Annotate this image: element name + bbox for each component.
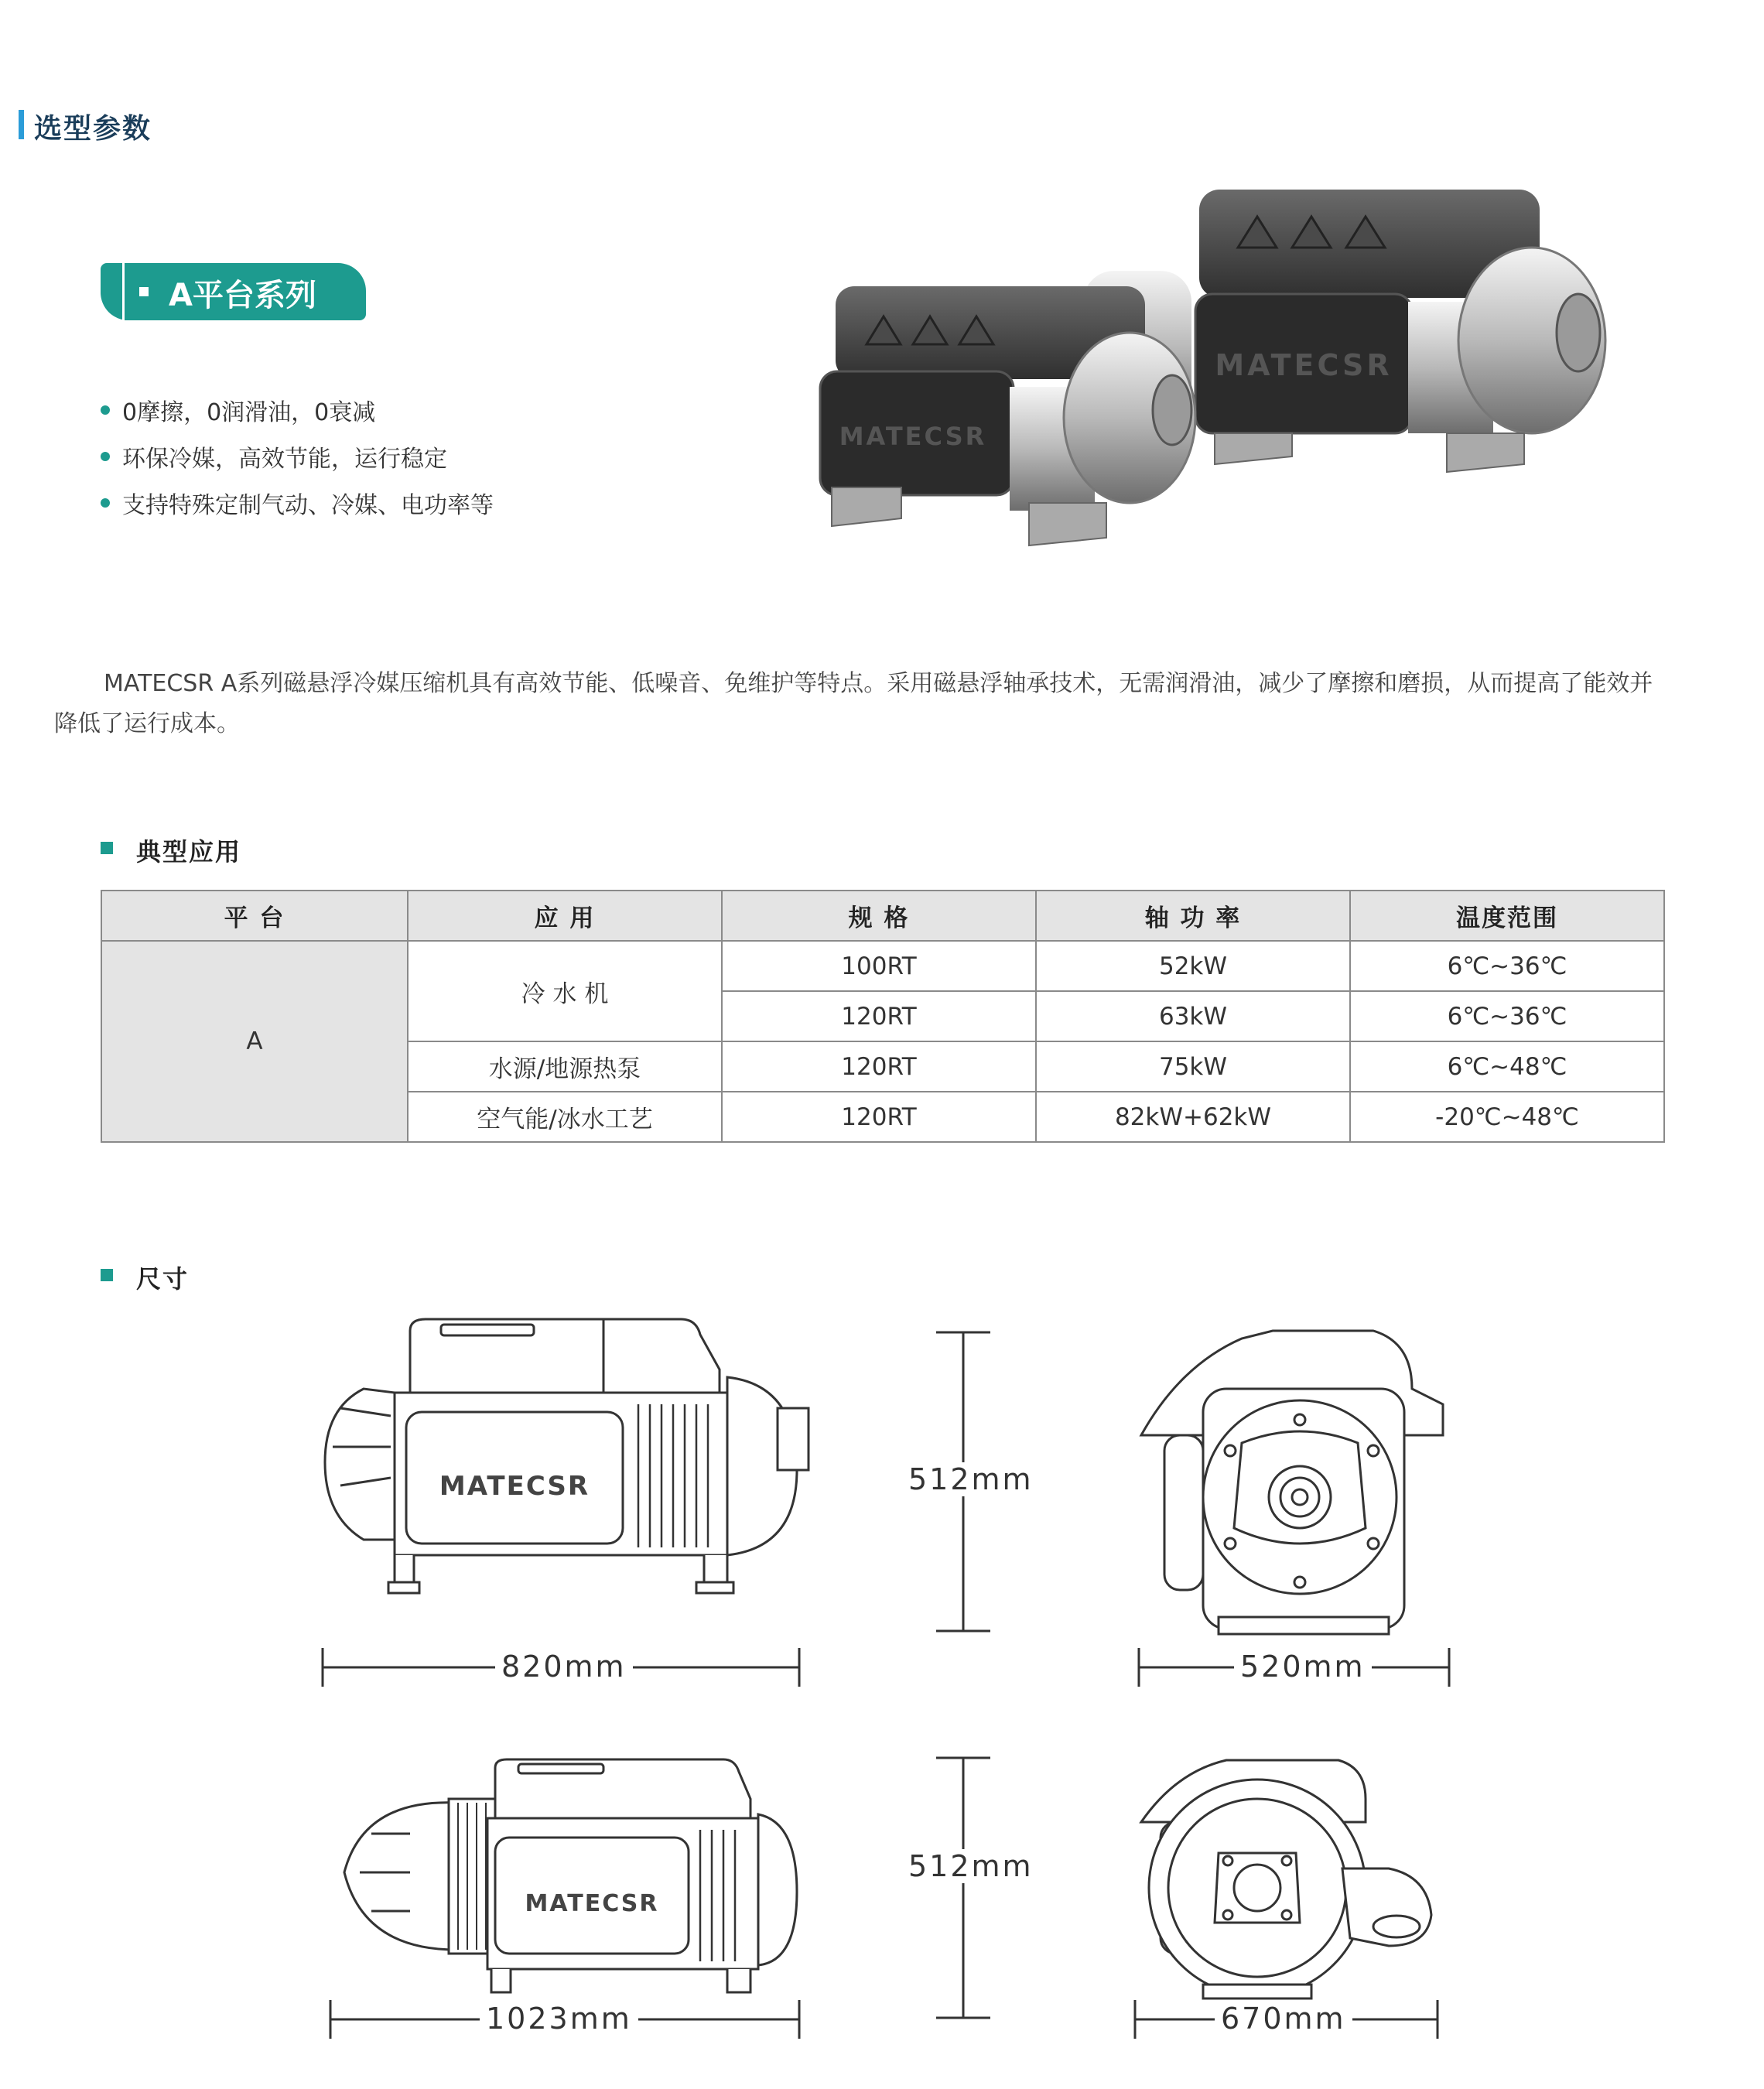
section-square-icon: [101, 1269, 113, 1281]
dimension-width-2: 1023mm: [480, 2002, 638, 2036]
dimension-width-1: 820mm: [495, 1650, 633, 1684]
dimensions-heading: 尺寸: [136, 1264, 190, 1294]
column-header: 温度范围: [1350, 891, 1664, 941]
page-title: 选型参数: [34, 113, 152, 145]
spec-cell: 100RT: [722, 941, 1036, 991]
dimension-height-2: 512mm: [902, 1849, 1040, 1883]
applications-table: [101, 890, 1665, 1143]
brand-mark: MATECSR: [525, 1890, 659, 1917]
dimension-height-1: 512mm: [902, 1462, 1040, 1496]
model2-side-drawing: [333, 1756, 812, 2004]
bullet-icon: [101, 452, 110, 461]
temp-cell: 6℃~48℃: [1350, 1041, 1664, 1092]
dimension-depth-1: 520mm: [1234, 1650, 1372, 1684]
section-square-icon: [101, 842, 113, 854]
power-cell: 82kW+62kW: [1036, 1092, 1350, 1142]
table-row: [101, 941, 1664, 991]
feature-text: 支持特殊定制气动、冷媒、电功率等: [122, 492, 494, 519]
power-cell: 63kW: [1036, 991, 1350, 1041]
product-description: MATECSR A系列磁悬浮冷媒压缩机具有高效节能、低噪音、免维护等特点。采用磁悬浮轴承技术，无需润滑油，减少了摩擦和磨损，从而提高了能效并降低了运行成本。: [54, 670, 1653, 737]
column-header: 平 台: [101, 891, 408, 941]
column-header: 轴 功 率: [1036, 891, 1350, 941]
brand-mark: MATECSR: [439, 1471, 590, 1502]
application-cell: 水源/地源热泵: [408, 1041, 722, 1092]
dimension-line-height-2: [936, 1756, 990, 2019]
compressor-front: [820, 286, 1195, 545]
application-cell: 空气能/冰水工艺: [408, 1092, 722, 1142]
temp-cell: 6℃~36℃: [1350, 941, 1664, 991]
feature-item: [101, 486, 494, 520]
model1-end-drawing: [1133, 1327, 1451, 1636]
application-cell: 冷 水 机: [408, 941, 722, 1041]
bullet-icon: [101, 405, 110, 415]
column-header: 规 格: [722, 891, 1036, 941]
spec-cell: 120RT: [722, 1041, 1036, 1092]
power-cell: 75kW: [1036, 1041, 1350, 1092]
feature-item: [101, 439, 447, 474]
feature-text: 0摩擦，0润滑油，0衰减: [122, 399, 376, 426]
column-header: 应 用: [408, 891, 722, 941]
spec-cell: 120RT: [722, 991, 1036, 1041]
temp-cell: -20℃~48℃: [1350, 1092, 1664, 1142]
product-image: [797, 178, 1625, 565]
series-label: A平台系列: [169, 278, 316, 313]
spec-cell: 120RT: [722, 1092, 1036, 1142]
bullet-icon: [101, 498, 110, 508]
brand-mark: MATECSR: [1215, 348, 1393, 382]
model2-end-drawing: [1133, 1752, 1443, 2000]
title-accent-bar: [19, 110, 24, 139]
dimension-depth-2: 670mm: [1215, 2002, 1352, 2036]
model1-side-drawing: [317, 1315, 812, 1640]
feature-item: [101, 393, 375, 427]
applications-heading: 典型应用: [136, 837, 242, 867]
table-header-row: [101, 891, 1664, 941]
feature-text: 环保冷媒，高效节能，运行稳定: [122, 446, 447, 473]
series-tag-square-icon: [139, 287, 149, 296]
power-cell: 52kW: [1036, 941, 1350, 991]
temp-cell: 6℃~36℃: [1350, 991, 1664, 1041]
platform-cell: A: [101, 941, 408, 1142]
brand-mark: MATECSR: [839, 422, 987, 451]
